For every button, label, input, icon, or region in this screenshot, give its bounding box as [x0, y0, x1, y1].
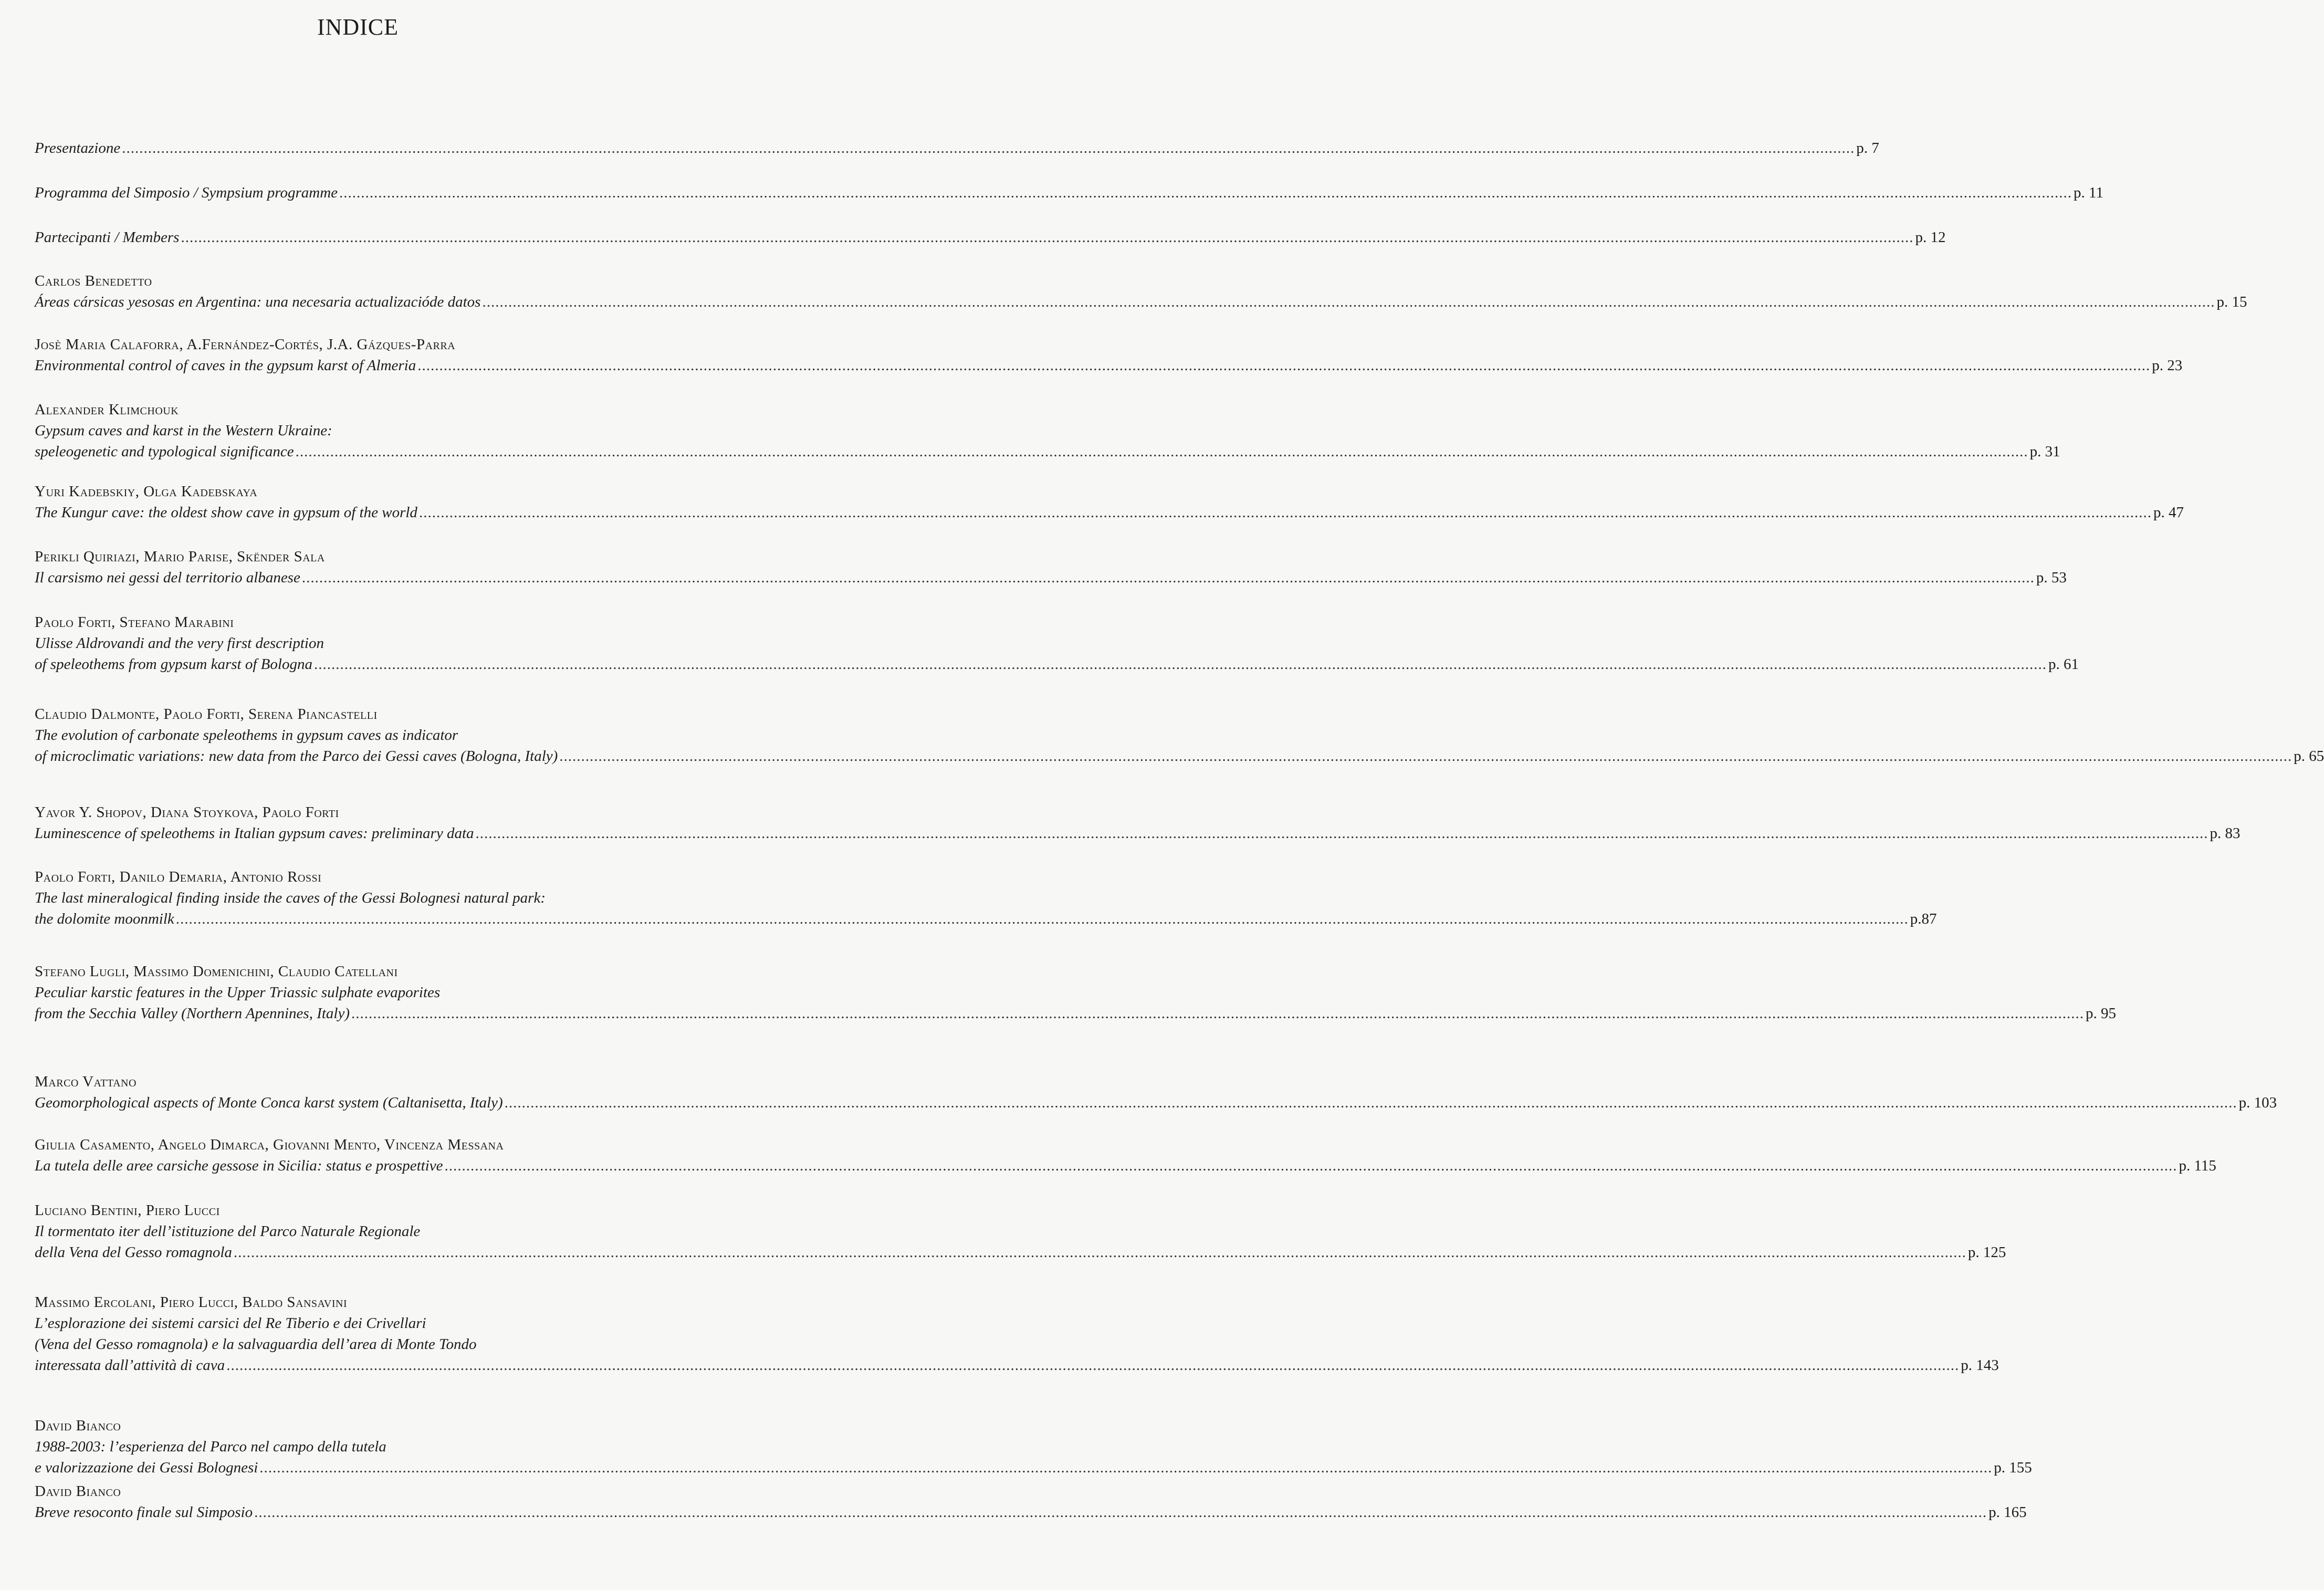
page-number: p. 31 — [2029, 443, 2060, 460]
page-number: p. 7 — [1856, 140, 1879, 156]
entry-title-row — [35, 502, 2184, 523]
toc-entry — [35, 334, 2183, 376]
page-number: p. 125 — [1967, 1244, 2006, 1261]
toc-entry — [35, 546, 2067, 588]
toc-entry — [35, 704, 2324, 767]
leader-dots: ................................................................................................................................................................................................................................................................................................................................................................................................................ — [313, 656, 2047, 673]
toc-entry — [35, 1481, 2027, 1523]
entry-authors: Yavor Y. Shopov, Diana Stoykova, Paolo Forti — [35, 804, 339, 821]
toc-entry — [35, 866, 1937, 929]
toc-entry — [35, 399, 2060, 462]
entry-title-line: (Vena del Gesso romagnola) e la salvaguardia dell’area di Monte Tondo — [35, 1336, 477, 1353]
entry-title-row — [35, 1155, 2216, 1176]
entry-authors: Luciano Bentini, Piero Lucci — [35, 1202, 220, 1219]
toc-entry — [35, 1415, 2032, 1478]
page-number: p. 103 — [2238, 1094, 2277, 1111]
entry-title-row — [35, 1355, 1999, 1376]
toc-entry — [35, 270, 2247, 312]
leader-dots: ................................................................................................................................................................................................................................................................................................................................................................................................................ — [559, 748, 2292, 765]
page-number: p. 143 — [1961, 1357, 1999, 1374]
page-number: p. 15 — [2216, 294, 2247, 310]
entry-title-line: Peculiar karstic features in the Upper Triassic sulphate evaporites — [35, 984, 441, 1001]
entry-authors: David Bianco — [35, 1483, 121, 1500]
entry-title-row — [35, 441, 2060, 462]
entry-title-line: The last mineralogical finding inside the caves of the Gessi Bolognesi natural park: — [35, 890, 546, 906]
toc-entry — [35, 138, 1879, 159]
entry-title-line: Breve resoconto finale sul Simposio — [35, 1504, 253, 1521]
toc-entry — [35, 961, 2116, 1024]
entry-title-line: L’esplorazione dei sistemi carsici del Re Tiberio e dei Crivellari — [35, 1315, 426, 1332]
entry-title-line: Presentazione — [35, 140, 121, 156]
page-number: p. 11 — [2074, 184, 2103, 201]
entry-title-line: La tutela delle aree carsiche gessose in Sicilia: status e prospettive — [35, 1157, 443, 1174]
entry-authors: Josè Maria Calaforra, A.Fernández-Cortés, J.A. Gázques-Parra — [35, 336, 456, 353]
toc-entry — [35, 612, 2079, 675]
entry-authors: Massimo Ercolani, Piero Lucci, Baldo Sansavini — [35, 1294, 348, 1311]
leader-dots: ................................................................................................................................................................................................................................................................................................................................................................................................................ — [254, 1504, 1987, 1521]
page-number: p. 165 — [1988, 1504, 2027, 1521]
toc-entry — [35, 182, 2103, 203]
toc-entry — [35, 802, 2241, 844]
entry-title-row — [35, 227, 1946, 248]
leader-dots: ................................................................................................................................................................................................................................................................................................................................................................................................................ — [233, 1244, 1966, 1261]
entry-authors: Carlos Benedetto — [35, 273, 152, 289]
entry-title-row — [35, 291, 2247, 312]
leader-dots: ................................................................................................................................................................................................................................................................................................................................................................................................................ — [351, 1005, 2084, 1022]
page-number: p. 61 — [2048, 656, 2079, 673]
entry-title-line: Luminescence of speleothems in Italian gypsum caves: preliminary data — [35, 825, 474, 842]
entry-title-row — [35, 823, 2241, 844]
entry-title-row — [35, 1457, 2032, 1478]
page-number: p.87 — [1910, 911, 1937, 927]
page-number: p. 12 — [1915, 229, 1946, 246]
leader-dots: ................................................................................................................................................................................................................................................................................................................................................................................................................ — [122, 140, 1855, 156]
page-number: p. 65 — [2294, 748, 2324, 765]
entry-title-line: The evolution of carbonate speleothems in gypsum caves as indicator — [35, 727, 458, 744]
entry-title-row — [35, 654, 2079, 675]
entry-title-line: speleogenetic and typological significance — [35, 443, 294, 460]
entry-title-row — [35, 746, 2324, 767]
entry-title-line: Geomorphological aspects of Monte Conca karst system (Caltanisetta, Italy) — [35, 1094, 503, 1111]
entry-title-line: Il tormentato iter dell’istituzione del Parco Naturale Regionale — [35, 1223, 421, 1240]
toc-entry — [35, 1071, 2277, 1113]
toc-entry — [35, 481, 2184, 523]
toc-entry — [35, 1292, 1999, 1376]
entry-title-row — [35, 182, 2103, 203]
toc-entry — [35, 227, 1946, 248]
leader-dots: ................................................................................................................................................................................................................................................................................................................................................................................................................ — [418, 504, 2152, 521]
entry-title-line: The Kungur cave: the oldest show cave in gypsum of the world — [35, 504, 417, 521]
leader-dots: ................................................................................................................................................................................................................................................................................................................................................................................................................ — [339, 184, 2072, 201]
entry-title-row — [35, 1092, 2277, 1113]
entry-authors: Stefano Lugli, Massimo Domenichini, Claudio Catellani — [35, 963, 398, 980]
entry-title-line: Ulisse Aldrovandi and the very first description — [35, 635, 324, 652]
toc-entry — [35, 1200, 2006, 1263]
entry-title-line: Environmental control of caves in the gypsum karst of Almeria — [35, 357, 416, 374]
entry-title-line: della Vena del Gesso romagnola — [35, 1244, 232, 1261]
page-number: p. 115 — [2179, 1157, 2216, 1174]
leader-dots: ................................................................................................................................................................................................................................................................................................................................................................................................................ — [417, 357, 2151, 374]
entry-authors: Alexander Klimchouk — [35, 401, 179, 418]
entry-authors: Yuri Kadebskiy, Olga Kadebskaya — [35, 483, 258, 500]
entry-authors: Giulia Casamento, Angelo Dimarca, Giovanni Mento, Vincenza Messana — [35, 1136, 504, 1153]
entry-title-row — [35, 908, 1937, 929]
entry-title-line: Gypsum caves and karst in the Western Ukraine: — [35, 422, 332, 439]
leader-dots: ................................................................................................................................................................................................................................................................................................................................................................................................................ — [444, 1157, 2178, 1174]
entry-authors: Marco Vattano — [35, 1073, 137, 1090]
entry-title-line: 1988-2003: l’esperienza del Parco nel campo della tutela — [35, 1438, 386, 1455]
entry-title-line: e valorizzazione dei Gessi Bolognesi — [35, 1459, 258, 1476]
entry-title-line: of speleothems from gypsum karst of Bologna — [35, 656, 312, 673]
entry-title-line: Áreas cársicas yesosas en Argentina: una necesaria actualizacióde datos — [35, 294, 481, 310]
entry-title-line: from the Secchia Valley (Northern Apennines, Italy) — [35, 1005, 350, 1022]
entry-title-line: Partecipanti / Members — [35, 229, 180, 246]
page-number: p. 23 — [2152, 357, 2183, 374]
entry-title-row — [35, 1502, 2027, 1523]
page-number: p. 53 — [2036, 569, 2067, 586]
entry-title-row — [35, 355, 2183, 376]
entry-authors: Claudio Dalmonte, Paolo Forti, Serena Piancastelli — [35, 706, 378, 723]
leader-dots: ................................................................................................................................................................................................................................................................................................................................................................................................................ — [226, 1357, 1960, 1374]
entry-authors: David Bianco — [35, 1417, 121, 1434]
page-number: p. 95 — [2086, 1005, 2116, 1022]
entry-title-row — [35, 1003, 2116, 1024]
leader-dots: ................................................................................................................................................................................................................................................................................................................................................................................................................ — [181, 229, 1914, 246]
page-number: p. 47 — [2153, 504, 2184, 521]
page-number: p. 83 — [2210, 825, 2241, 842]
entry-title-row — [35, 567, 2067, 588]
leader-dots: ................................................................................................................................................................................................................................................................................................................................................................................................................ — [259, 1459, 1993, 1476]
leader-dots: ................................................................................................................................................................................................................................................................................................................................................................................................................ — [504, 1094, 2237, 1111]
page-title: INDICE — [317, 14, 399, 40]
entry-authors: Paolo Forti, Danilo Demaria, Antonio Rossi — [35, 869, 322, 885]
entry-title-line: interessata dall’attività di cava — [35, 1357, 225, 1374]
entry-title-line: of microclimatic variations: new data from the Parco dei Gessi caves (Bologna, Italy) — [35, 748, 558, 765]
leader-dots: ................................................................................................................................................................................................................................................................................................................................................................................................................ — [295, 443, 2028, 460]
entry-authors: Paolo Forti, Stefano Marabini — [35, 614, 234, 631]
leader-dots: ................................................................................................................................................................................................................................................................................................................................................................................................................ — [175, 911, 1909, 927]
toc-entry — [35, 1134, 2216, 1176]
leader-dots: ................................................................................................................................................................................................................................................................................................................................................................................................................ — [301, 569, 2035, 586]
leader-dots: ................................................................................................................................................................................................................................................................................................................................................................................................................ — [482, 294, 2215, 310]
entry-title-line: the dolomite moonmilk — [35, 911, 174, 927]
entry-authors: Perikli Quiriazi, Mario Parise, Skënder Sala — [35, 548, 325, 565]
entry-title-line: Programma del Simposio / Sympsium programme — [35, 184, 338, 201]
entry-title-line: Il carsismo nei gessi del territorio albanese — [35, 569, 300, 586]
entry-title-row — [35, 138, 1879, 159]
entry-title-row — [35, 1242, 2006, 1263]
page-number: p. 155 — [1994, 1459, 2032, 1476]
leader-dots: ................................................................................................................................................................................................................................................................................................................................................................................................................ — [475, 825, 2208, 842]
